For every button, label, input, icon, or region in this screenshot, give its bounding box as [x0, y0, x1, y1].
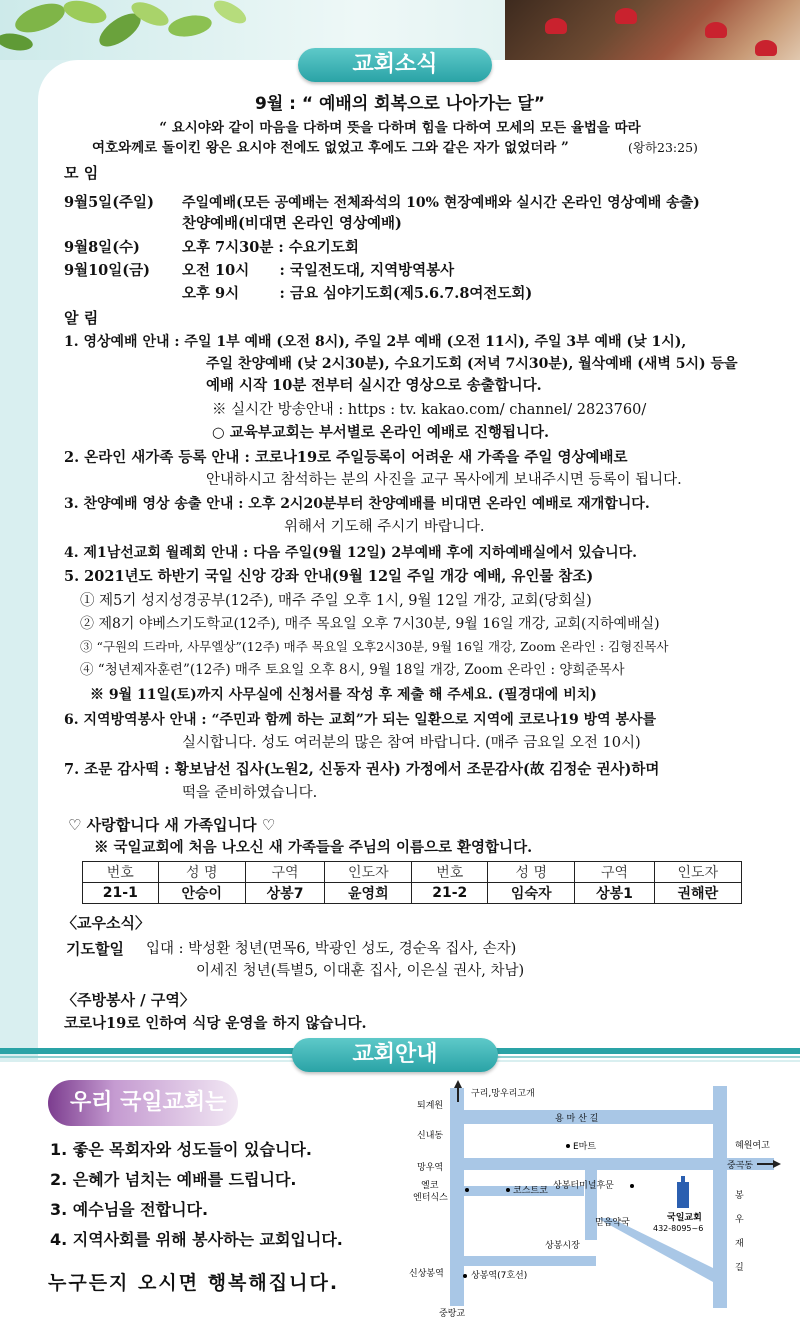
notice-line: ○ 교육부교회는 부서별로 온라인 예배로 진행됩니다. — [212, 424, 550, 441]
notice-line: 실시합니다. 성도 여러분의 많은 참여 바랍니다. (매주 금요일 오전 10시) — [182, 735, 641, 751]
column-header: 구역 — [575, 862, 654, 883]
notice-line: ② 제8기 야베스기도학교(12주), 매주 목요일 오후 7시30분, 9월 16일 개강, 교회(지하예배실) — [80, 616, 660, 632]
meeting-text: 찬양예배(비대면 온라인 영상예배) — [182, 215, 402, 232]
notice-line: 위해서 기도해 주시기 바랍니다. — [284, 519, 485, 535]
notice-line: 1. 영상예배 안내 : 주일 1부 예배 (오전 8시), 주일 2부 예배 (오전 11시), 주일 3부 예배 (낮 1시), — [64, 334, 687, 350]
map-label: 길 — [735, 1263, 744, 1273]
notice-line: ① 제5기 성지성경공부(12주), 매주 주일 오후 1시, 9월 12일 개강, 교회(당회실) — [80, 593, 592, 609]
staff-heading: 〈교우소식〉 — [62, 914, 150, 932]
meeting-text: 오후 9시 : 금요 심야기도회(제5.6.7.8여전도회) — [182, 285, 533, 302]
table-cell: 21-2 — [412, 883, 488, 904]
notice-line: 2. 온라인 새가족 등록 안내 : 코로나19로 주일등록이 어려운 새 가족을 주일 영상예배로 — [64, 449, 628, 466]
column-header: 구역 — [245, 862, 324, 883]
table-cell: 상봉7 — [245, 883, 324, 904]
table-cell: 임숙자 — [488, 883, 575, 904]
map-label: 구리,망우리고개 — [471, 1089, 535, 1099]
map-label: 혜원여고 — [735, 1141, 770, 1151]
map-label: 믿음약국 — [595, 1218, 630, 1228]
verse-line-1: “ 요시야와 같이 마음을 다하며 뜻을 다하며 힘을 다하여 모세의 모든 율법을 따라 — [159, 120, 641, 136]
new-family-note: ※ 국일교회에 처음 나오신 새 가족들을 주님의 이름으로 환영합니다. — [94, 839, 533, 856]
notice-line: 3. 찬양예배 영상 송출 안내 : 오후 2시20분부터 찬양예배를 비대면 온라인 예배로 재개합니다. — [64, 496, 650, 512]
map-label: 용 마 산 길 — [555, 1114, 599, 1124]
notice-line: 4. 제1남선교회 월례회 안내 : 다음 주일(9월 12일) 2부예배 후에 지하예배실에서 있습니다. — [64, 545, 637, 561]
notice-line: 떡을 준비하였습니다. — [182, 785, 318, 801]
map-label: 우 — [735, 1215, 744, 1225]
intro-item: 3. 예수님을 전합니다. — [50, 1200, 209, 1219]
map-label: 옐코 — [421, 1181, 439, 1191]
notices-heading: 알 림 — [64, 309, 99, 327]
map-label: 신내동 — [417, 1131, 444, 1141]
meeting-text: 주일예배(모든 공예배는 전체좌석의 10% 현장예배와 실시간 온라인 영상예배 송출) — [182, 195, 700, 211]
notice-line: ④ “청년제자훈련”(12주) 매주 토요일 오후 8시, 9월 18일 개강, Zoom 온라인 : 양희준목사 — [80, 662, 625, 678]
notice-line: ※ 9월 11일(토)까지 사무실에 신청서를 작성 후 제출 해 주세요. (필경대에 비치) — [90, 687, 597, 703]
prayer-line: 이세진 청년(특별5, 이대훈 집사, 이은실 권사, 차남) — [196, 963, 525, 979]
prayer-line: 입대 : 박성환 청년(면목6, 박광인 성도, 경순옥 집사, 손자) — [146, 941, 517, 957]
map-label: E마트 — [573, 1142, 597, 1152]
map-label: 상봉역(7호선) — [471, 1271, 528, 1281]
table-cell: 권해란 — [654, 883, 741, 904]
column-header: 성 명 — [158, 862, 245, 883]
verse-reference: (왕하23:25) — [628, 140, 698, 155]
map-label: 엔터식스 — [413, 1193, 448, 1203]
new-family-heading: ♡ 사랑합니다 새 가족입니다 ♡ — [68, 816, 276, 834]
notice-line: 7. 조문 감사떡 : 황보남선 집사(노원2, 신동자 권사) 가정에서 조문감사(故 김정순 권사)하며 — [64, 761, 660, 778]
new-family-table — [82, 861, 742, 904]
news-title: 교회소식 — [298, 48, 492, 82]
notice-line: ③ “구원의 드라마, 사무엘상”(12주) 매주 목요일 오후2시30분, 9월 16일 개강, Zoom 온라인 : 김형진목사 — [80, 639, 669, 654]
welcome-message: 누구든지 오시면 행복해집니다. — [48, 1272, 340, 1294]
map-label: 432-8095~6 — [653, 1224, 704, 1233]
table-cell: 윤영희 — [325, 883, 412, 904]
column-header: 성 명 — [488, 862, 575, 883]
map-label: 국일교회 — [667, 1213, 702, 1223]
kitchen-text: 코로나19로 인하여 식당 운영을 하지 않습니다. — [64, 1015, 367, 1032]
meeting-date: 9월5일(주일) — [64, 194, 154, 211]
notice-line: ※ 실시간 방송안내 : https : tv. kakao.com/ channel/ 2823760/ — [212, 402, 647, 418]
intro-item: 1. 좋은 목회자와 성도들이 있습니다. — [50, 1140, 312, 1159]
month-theme: 9월 : “ 예배의 회복으로 나아가는 달” — [255, 94, 545, 114]
column-header: 인도자 — [654, 862, 741, 883]
map-label: 망우역 — [417, 1163, 444, 1173]
table-cell: 21-1 — [83, 883, 159, 904]
kitchen-heading: 〈주방봉사 / 구역〉 — [62, 991, 195, 1009]
map-label: 퇴계원 — [417, 1101, 444, 1111]
table-row — [83, 883, 742, 904]
column-header: 번호 — [412, 862, 488, 883]
map-label: 중곡동 — [727, 1161, 754, 1171]
notice-line: 안내하시고 참석하는 분의 사진을 교구 목사에게 보내주시면 등록이 됩니다. — [206, 472, 682, 488]
map-label: 중랑교 — [439, 1309, 466, 1318]
intro-item: 2. 은혜가 넘치는 예배를 드립니다. — [50, 1170, 297, 1189]
notice-line: 주일 찬양예배 (낮 2시30분), 수요기도회 (저녁 7시30분), 월삭예배 (새벽 5시) 등을 — [206, 356, 738, 372]
meeting-text: 오후 7시30분 : 수요기도회 — [182, 239, 359, 256]
notice-line: 예배 시작 10분 전부터 실시간 영상으로 송출합니다. — [206, 377, 542, 394]
map-label: 상봉터미널후문 — [553, 1181, 614, 1191]
map-label: 재 — [735, 1239, 744, 1249]
table-cell: 상봉1 — [575, 883, 654, 904]
prayer-label: 기도할일 — [66, 940, 124, 958]
church-marker — [677, 1176, 689, 1208]
map-label: 봉 — [735, 1191, 744, 1201]
meeting-text: 오전 10시 : 국일전도대, 지역방역봉사 — [182, 262, 455, 279]
verse-line-2: 여호와께로 돌이킨 왕은 요시야 전에도 없었고 후에도 그와 같은 자가 없었더라 ” — [92, 140, 569, 156]
map-label: 상봉시장 — [545, 1241, 580, 1251]
table-cell: 안승이 — [158, 883, 245, 904]
notice-line: 5. 2021년도 하반기 국일 신앙 강좌 안내(9월 12일 주일 개강 예배, 유인물 참조) — [64, 568, 594, 585]
column-header: 인도자 — [325, 862, 412, 883]
map-label: 코스트코 — [513, 1186, 548, 1196]
map-label: 신상봉역 — [409, 1269, 444, 1279]
guide-title: 교회안내 — [292, 1038, 498, 1072]
notice-line: 6. 지역방역봉사 안내 : “주민과 함께 하는 교회”가 되는 일환으로 지역에 코로나19 방역 봉사를 — [64, 712, 657, 728]
meeting-date: 9월10일(금) — [64, 262, 151, 279]
intro-item: 4. 지역사회를 위해 봉사하는 교회입니다. — [50, 1230, 343, 1249]
meeting-date: 9월8일(수) — [64, 239, 140, 256]
column-header: 번호 — [83, 862, 159, 883]
intro-title: 우리 국일교회는 — [48, 1080, 238, 1126]
location-map — [405, 1078, 795, 1318]
leaves-decoration — [0, 0, 260, 60]
table-header-row — [83, 862, 742, 883]
meetings-heading: 모 임 — [64, 164, 99, 182]
